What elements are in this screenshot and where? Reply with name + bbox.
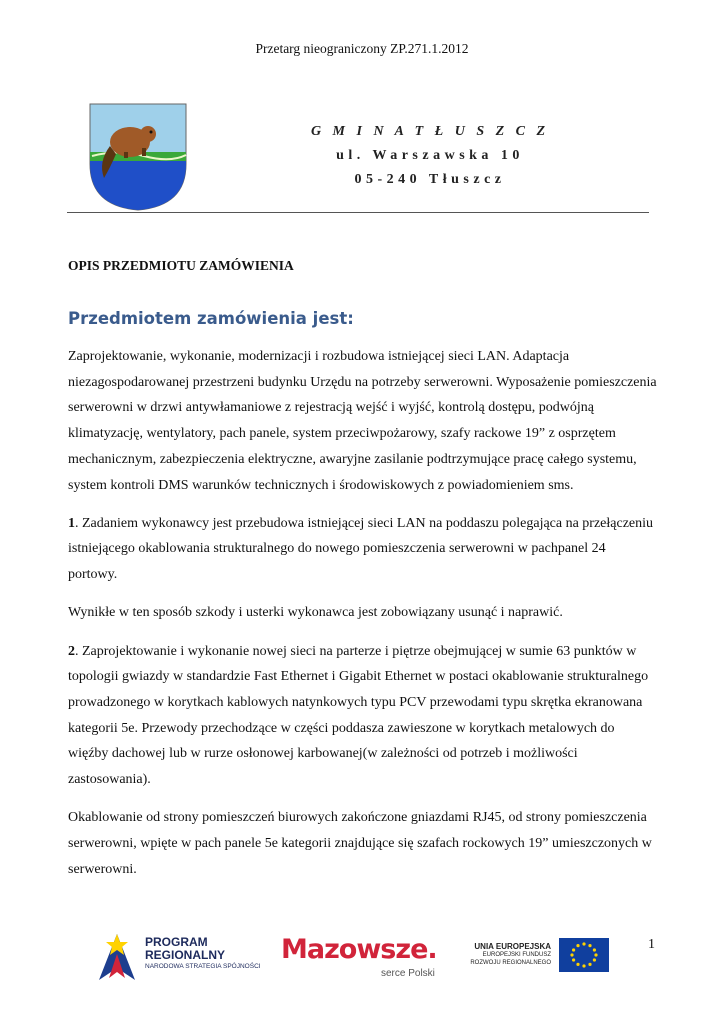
subheading: Przedmiotem zamówienia jest: [68,309,354,328]
item-2-paragraph [68,639,658,793]
item-2-text: . Zaprojektowanie i wykonanie nowej sieci na parterze i piętrze obejmującej w sumie 63 punktów w topologii gwiazdy w standardzie Fast Ethernet i Gigabit Ethernet w postaci okablowanie strukturalnego prowadzonego w korytkach kablowych natynkowych typu PCV przewodami typu skrętka ekranowana kategorii 5e. Przewody przechodzące w części poddasza zawieszone w korytkach metalowych do więźby dachowej lub w rurze osłonowej karbowanej(w zależności od potrzeb i możliwości zastosowania). [68,643,649,788]
eu-line-1: UNIA EUROPEJSKA [474,942,551,951]
organization-name: G M I N A T Ł U S Z C Z [310,124,550,139]
section-title: OPIS PRZEDMIOTU ZAMÓWIENIA [68,258,294,273]
mazowsze-tagline: serce Polski [381,968,435,979]
item-1-number: 1 [68,515,75,531]
program-regionalny-icon [95,930,139,982]
mazowsze-wordmark: Mazowsze. [281,934,437,965]
eu-line-3: ROZWOJU REGIONALNEGO [470,959,551,966]
intro-paragraph: Zaprojektowanie, wykonanie, modernizacji i rozbudowa istniejącej sieci LAN. Adaptacja niezagospodarowanej przestrzeni budynku Urzędu na potrzeby serwerowni. Wyposażenie pomieszczenia serwerowni w drzwi antywłamaniowe z rejestracją wejść i wyjść, kontrolą dostępu, podwójną klimatyzację, wentylatory, pach panele, system przeciwpożarowy, szafy rackowe 19” z osprzętem mechanicznym, zabezpieczenia elektryczne, awaryjne zasilanie podtrzymujące pracę całego systemu, system kontroli DMS warunków technicznych i środowiskowych z powiadomieniem sms. [68,349,657,493]
organization-street: ul. Warszawska 10 [336,148,524,163]
item-1-paragraph [68,511,658,588]
program-line-2: REGIONALNY [145,948,226,962]
cabling-note: Okablowanie od strony pomieszczeń biurowych zakończone gniazdami RJ45, od strony pomieszczenia serwerowni, wpięte w pach panele 5e kategorii znajdujące się szafach rockowych 19” umieszczonych w serwerowni. [68,810,652,877]
item-1-text: . Zadaniem wykonawcy jest przebudowa istniejącej sieci LAN na poddaszu polegająca na przełączeniu istniejącego okablowania strukturalnego do nowego pomieszczenia serwerowni w pachpanel 24 portowy. [68,515,654,583]
eu-logo [467,938,637,988]
coat-of-arms-icon [88,102,188,212]
program-line-1: PROGRAM [145,935,208,949]
item-1-note: Wynikłe w ten sposób szkody i usterki wykonawca jest zobowiązany usunąć i naprawić. [68,605,563,621]
program-regionalny-logo [95,930,265,990]
organization-city: 05-240 Tłuszcz [354,172,506,187]
program-line-3: NARODOWA STRATEGIA SPÓJNOŚCI [145,963,261,970]
page-number: 1 [648,937,655,952]
item-2-number: 2 [68,643,75,659]
document-reference: Przetarg nieograniczony ZP.271.1.2012 [255,41,469,56]
document-body [68,344,658,895]
eu-flag-icon [559,938,609,972]
footer-logos [95,930,635,994]
header-divider [67,212,649,213]
mazowsze-logo [281,934,451,988]
eu-line-2: EUROPEJSKI FUNDUSZ [482,952,551,958]
organization-block [300,120,560,192]
